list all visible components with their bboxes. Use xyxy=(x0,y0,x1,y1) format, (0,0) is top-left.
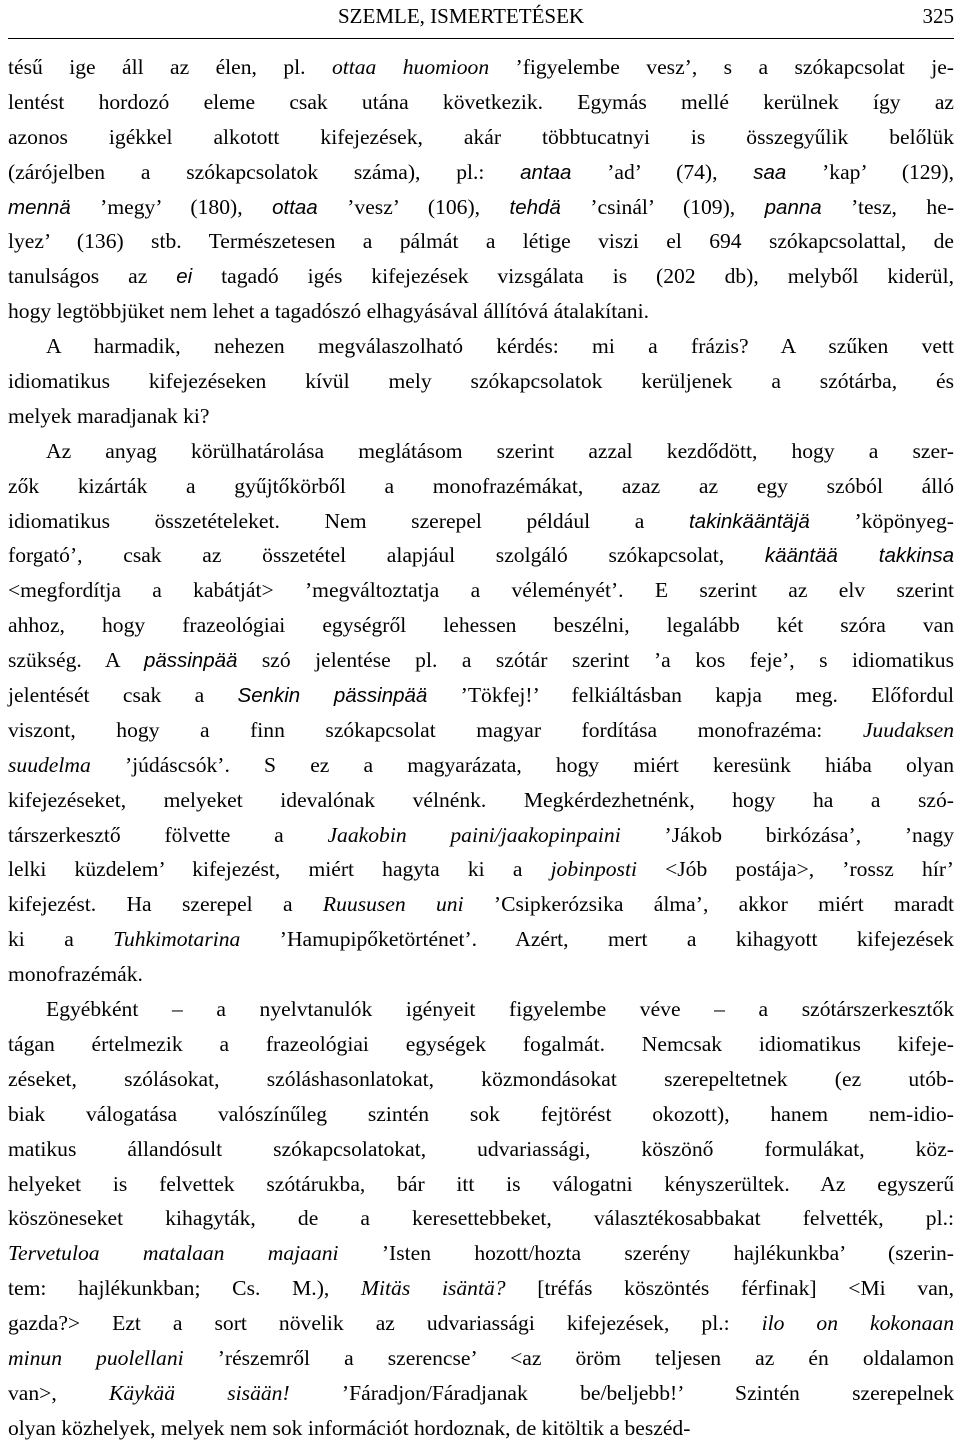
text-run: lentést hordozó eleme csak utána következik. Egymás mellé kerülnek így az xyxy=(8,89,954,114)
text-run: melyek maradjanak ki? xyxy=(8,403,210,428)
text-line xyxy=(8,783,954,818)
text-line xyxy=(8,643,954,678)
text-line xyxy=(8,259,954,294)
example-phrase: takinkääntäjä xyxy=(688,509,810,533)
text-line xyxy=(8,573,954,608)
text-run: olyan közhelyek, melyek nem sok információt hordoznak, de kitöltik a beszéd- xyxy=(8,1415,691,1440)
header-rule xyxy=(8,38,954,39)
text-line xyxy=(8,1306,954,1341)
text-line xyxy=(8,887,954,922)
text-run: ’megy’ (180), xyxy=(70,194,273,219)
text-run: matikus állandósult szókapcsolatokat, udvariassági, köszönő formulákat, köz- xyxy=(8,1136,954,1161)
example-phrase: Ruususen uni xyxy=(322,892,464,917)
text-run: ’júdáscsók’. S ez a magyarázata, hogy miért keresünk hiába olyan xyxy=(90,752,954,777)
text-run: ’Fáradjon/Fáradjanak be/beljebb!’ Szintén szerepelnek xyxy=(289,1380,955,1405)
text-line xyxy=(8,1167,954,1202)
example-phrase: antaa xyxy=(520,160,572,184)
text-run: van>, xyxy=(8,1380,110,1405)
text-run: tésű ige áll az élen, pl. xyxy=(8,55,332,79)
text-run: zéseket, szólásokat, szóláshasonlatokat, közmondásokat szerepeltetnek (ez utób- xyxy=(8,1066,954,1091)
text-run: ’vesz’ (106), xyxy=(317,194,510,219)
text-run: forgató’, csak az összetétel alapjául szolgáló szókapcsolat, xyxy=(8,543,765,568)
example-phrase: minun puolellani xyxy=(8,1345,184,1370)
text-run: monofrazémák. xyxy=(8,962,143,987)
text-run: A harmadik, nehezen megválaszolható kérdés: mi a frázis? A szűken vett xyxy=(46,334,954,359)
text-run: azonos igékkel alkotott kifejezések, akár többtucatnyi is összegyűlik belőlük xyxy=(8,124,954,149)
text-run: viszont, hogy a finn szókapcsolat magyar fordítása monofrazéma: xyxy=(8,717,863,742)
text-line xyxy=(8,469,954,504)
text-run: <megfordítja a kabátját> ’megváltoztatja a véleményét’. E szerint az elv szerint xyxy=(8,578,954,603)
text-run: lelki küzdelem’ kifejezést, miért hagyta ki a xyxy=(8,857,551,882)
text-run: Egyébként – a nyelvtanulók igényeit figyelembe véve – a szótárszerkesztők xyxy=(46,997,954,1022)
text-line xyxy=(8,538,954,573)
example-phrase: ilo on kokonaan xyxy=(761,1311,954,1336)
text-run: jelentését csak a xyxy=(8,683,238,708)
text-line xyxy=(8,1411,954,1446)
text-line xyxy=(8,1201,954,1236)
text-line xyxy=(8,818,954,853)
page xyxy=(8,0,954,1450)
text-run: ’Csipkerózsika álma’, akkor miért maradt xyxy=(463,892,954,917)
text-line xyxy=(8,992,954,1027)
text-line xyxy=(8,1132,954,1167)
text-run: tágan értelmezik a frazeológiai egységek fogalmát. Nemcsak idiomatikus kifeje- xyxy=(8,1031,954,1056)
text-line xyxy=(8,50,954,85)
text-run: kifejezést. Ha szerepel a xyxy=(8,892,323,917)
text-run: ’figyelembe vesz’, s a szókapcsolat je- xyxy=(489,55,954,79)
text-line xyxy=(8,190,954,225)
example-phrase: tehdä xyxy=(509,195,561,219)
text-run: kifejezéseket, melyeket idevalónak vélnénk. Megkérdezhetnénk, hogy ha a szó- xyxy=(8,787,954,812)
text-run: (zárójelben a szókapcsolatok száma), pl.: xyxy=(8,159,521,184)
example-phrase: Tuhkimotarina xyxy=(113,927,241,952)
text-run: <Jób postája>, ’rossz hír’ xyxy=(636,857,954,882)
text-line xyxy=(8,713,954,748)
example-phrase: jobinposti xyxy=(550,857,637,882)
text-run: ’Jákob birkózása’, ’nagy xyxy=(620,822,955,847)
text-run: ahhoz, hogy frazeológiai egységről lehessen beszélni, legalább két szóra van xyxy=(8,613,954,638)
text-line xyxy=(8,608,954,643)
text-run: ’kap’ (129), xyxy=(786,159,954,184)
example-phrase: Senkin pässinpää xyxy=(237,684,428,708)
text-line xyxy=(8,852,954,887)
example-phrase: Mitäs isäntä? xyxy=(361,1276,506,1301)
body-text xyxy=(8,50,954,1446)
example-phrase: Juudaksen xyxy=(862,717,954,742)
example-phrase: suudelma xyxy=(8,752,91,777)
example-phrase: Käykää sisään! xyxy=(109,1380,290,1405)
text-line xyxy=(8,748,954,783)
text-line xyxy=(8,155,954,190)
text-run: ’csinál’ (109), xyxy=(560,194,765,219)
text-line xyxy=(8,1271,954,1306)
text-line xyxy=(8,399,954,434)
text-run: hogy legtöbbjüket nem lehet a tagadószó elhagyásával állítóvá átalakítani. xyxy=(8,299,649,324)
text-run: ’részemről a szerencse’ <az öröm teljesen az én oldalamon xyxy=(183,1345,954,1370)
example-phrase: mennä xyxy=(8,195,71,219)
text-run: tem: hajlékunkban; Cs. M.), xyxy=(8,1276,362,1301)
text-line xyxy=(8,1236,954,1271)
text-run: ’tesz, he- xyxy=(821,194,955,219)
text-line xyxy=(8,294,954,329)
text-line xyxy=(8,1097,954,1132)
text-line xyxy=(8,224,954,259)
text-line xyxy=(8,434,954,469)
text-line xyxy=(8,1376,954,1411)
text-run: ’köpönyeg- xyxy=(809,508,954,533)
text-run: szó jelentése pl. a szótár szerint ’a kos feje’, s idiomatikus xyxy=(237,648,954,673)
text-run: tagadó igés kifejezések vizsgálata is (202 db), melyből kiderül, xyxy=(192,264,954,289)
text-line xyxy=(8,1027,954,1062)
text-run: társzerkesztő fölvette a xyxy=(8,822,328,847)
text-run: Az anyag körülhatárolása meglátásom szerint azzal kezdődött, hogy a szer- xyxy=(46,438,954,463)
page-number: 325 xyxy=(922,4,954,28)
text-run: idiomatikus összetételeket. Nem szerepel például a xyxy=(8,508,689,533)
text-run: zők kizárták a gyűjtőkörből a monofrazémákat, azaz az egy szóból álló xyxy=(8,473,954,498)
text-run: ’Hamupipőketörténet’. Azért, mert a kihagyott kifejezések xyxy=(240,927,954,952)
text-line xyxy=(8,364,954,399)
text-line xyxy=(8,957,954,992)
text-run: gazda?> Ezt a sort növelik az udvariassági kifejezések, pl.: xyxy=(8,1311,762,1336)
text-line xyxy=(8,1341,954,1376)
text-run: idiomatikus kifejezéseken kívül mely szókapcsolatok kerüljenek a szótárba, és xyxy=(8,369,954,394)
example-phrase: ei xyxy=(176,265,193,289)
text-line xyxy=(8,85,954,120)
text-line xyxy=(8,120,954,155)
text-run: lyez’ (136) stb. Természetesen a pálmát a létige viszi el 694 szókapcsolattal, de xyxy=(8,229,954,254)
text-run: tanulságos az xyxy=(8,264,177,289)
section-title: SZEMLE, ISMERTETÉSEK xyxy=(338,4,585,28)
example-phrase: saa xyxy=(753,160,787,184)
text-run: ’Isten hozott/hozta szerény hajlékunkba’ (szerin- xyxy=(338,1241,954,1266)
text-line xyxy=(8,1062,954,1097)
text-line xyxy=(8,678,954,713)
text-run: szükség. A xyxy=(8,648,144,673)
example-phrase: Tervetuloa matalaan majaani xyxy=(8,1241,339,1266)
text-run: helyeket is felvettek szótárukba, bár itt is válogatni kényszerültek. Az egyszerű xyxy=(8,1171,954,1196)
text-run: ’ad’ (74), xyxy=(571,159,754,184)
text-run: köszöneseket kihagyták, de a keresettebbeket, választékosabbakat felvették, pl.: xyxy=(8,1206,954,1231)
text-line xyxy=(8,504,954,539)
text-run: ki a xyxy=(8,927,114,952)
example-phrase: ottaa xyxy=(272,195,318,219)
example-phrase: kääntää takkinsa xyxy=(764,544,954,568)
text-line xyxy=(8,922,954,957)
text-run: biak válogatása valószínűleg szintén sok fejtörést okozott), hanem nem-idio- xyxy=(8,1101,954,1126)
example-phrase: pässinpää xyxy=(143,649,238,673)
example-phrase: ottaa huomioon xyxy=(331,55,490,79)
example-phrase: panna xyxy=(764,195,822,219)
text-line xyxy=(8,329,954,364)
example-phrase: Jaakobin paini/jaakopinpaini xyxy=(327,822,621,847)
text-run: [tréfás köszöntés férfinak] <Mi van, xyxy=(505,1276,954,1301)
running-head xyxy=(8,2,954,34)
text-run: ’Tökfej!’ felkiáltásban kapja meg. Előfordul xyxy=(427,683,955,708)
